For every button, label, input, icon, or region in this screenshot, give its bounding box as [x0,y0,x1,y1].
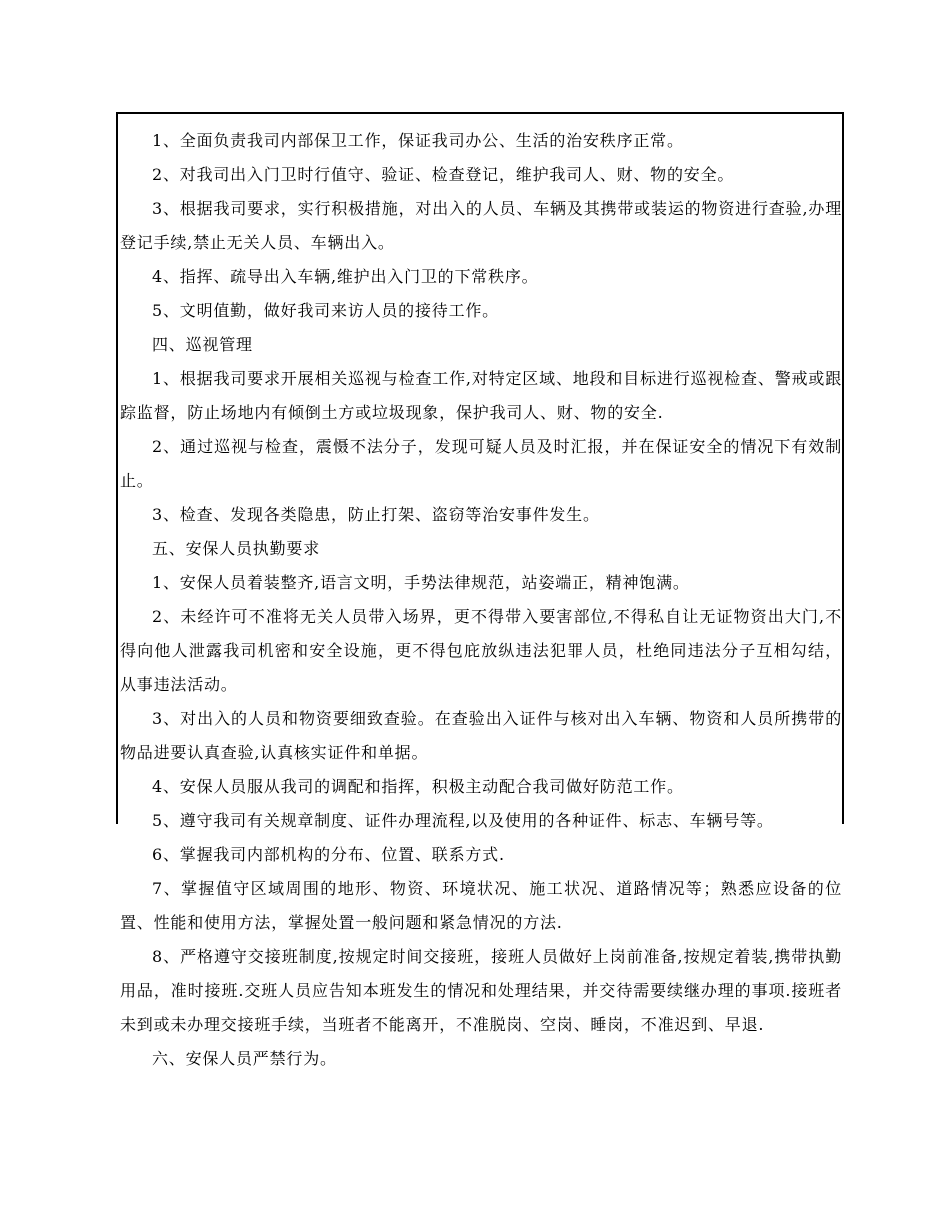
paragraph: 3、检查、发现各类隐患，防止打架、盗窃等治安事件发生。 [152,505,600,524]
paragraph: 3、根据我司要求，实行积极措施，对出入的人员、车辆及其携带或装运的物资进行查验,办理登记手续,禁止无关人员、车辆出入。 [120,199,842,252]
paragraph: 1、安保人员着装整齐,语言文明，手势法律规范，站姿端正，精神饱满。 [152,573,690,592]
paragraph: 2、未经许可不准将无关人员带入场界，更不得带入要害部位,不得私自让无证物资出大门,不得向他人泄露我司机密和安全设施，更不得包庇放纵违法犯罪人员，杜绝同违法分子互相勾结，从事违法活动。 [120,607,842,694]
paragraph: 1、根据我司要求开展相关巡视与检查工作,对特定区域、地段和目标进行巡视检查、警戒或跟踪监督，防止场地内有倾倒土方或垃圾现象，保护我司人、财、物的安全. [120,369,842,422]
paragraph: 8、严格遵守交接班制度,按规定时间交接班，接班人员做好上岗前准备,按规定着装,携带执勤用品，准时接班.交班人员应告知本班发生的情况和处理结果，并交待需要续继办理的事项.接班者未到或未办理交接班手续，当班者不能离开，不准脱岗、空岗、睡岗，不准迟到、早退. [120,947,842,1034]
paragraph: 4、指挥、疏导出入车辆,维护出入门卫的下常秩序。 [152,267,539,286]
section-heading: 六、安保人员严禁行为。 [152,1049,337,1068]
paragraph: 5、文明值勤，做好我司来访人员的接待工作。 [152,301,499,320]
paragraph: 7、掌握值守区域周围的地形、物资、环境状况、施工状况、道路情况等；熟悉应设备的位置、性能和使用方法，掌握处置一般问题和紧急情况的方法. [120,879,842,932]
content-frame [116,112,844,1068]
section-heading: 四、巡视管理 [152,335,253,354]
paragraph: 4、安保人员服从我司的调配和指挥，积极主动配合我司做好防范工作。 [152,777,684,796]
paragraph: 3、对出入的人员和物资要细致查验。在查验出入证件与核对出入车辆、物资和人员所携带的物品进要认真查验,认真核实证件和单据。 [120,709,842,762]
paragraph: 1、全面负责我司内部保卫工作，保证我司办公、生活的治安秩序正常。 [152,131,684,150]
paragraph: 2、通过巡视与检查，震慑不法分子，发现可疑人员及时汇报，并在保证安全的情况下有效制止。 [120,437,842,490]
paragraph: 2、对我司出入门卫时行值守、验证、检查登记，维护我司人、财、物的安全。 [152,165,735,184]
paragraph: 5、遵守我司有关规章制度、证件办理流程,以及使用的各种证件、标志、车辆号等。 [152,811,774,830]
paragraph: 6、掌握我司内部机构的分布、位置、联系方式. [152,845,505,864]
section-heading: 五、安保人员执勤要求 [152,539,321,558]
